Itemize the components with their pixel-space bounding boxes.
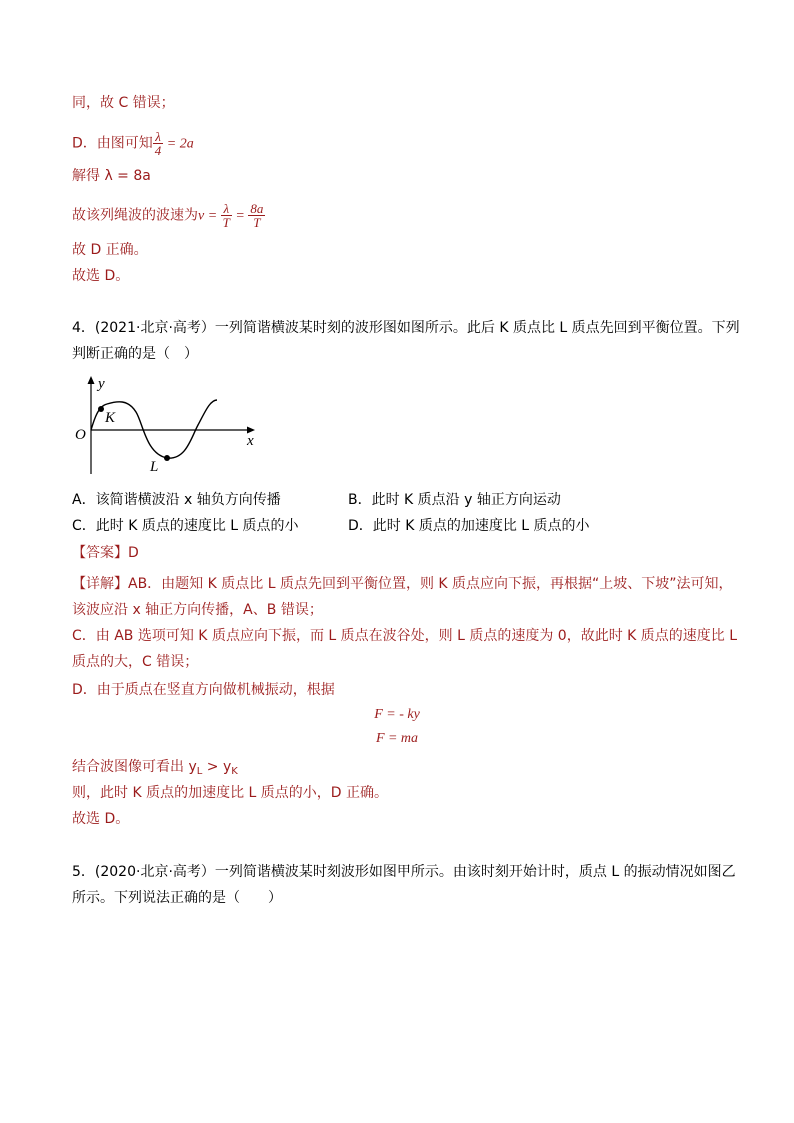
fraction-denominator: T [253,215,261,230]
option-b: B．此时 K 质点沿 y 轴正方向运动 [348,492,561,508]
q4-choose: 故选 D。 [72,811,130,827]
prev-speed-prefix: 故该列绳波的波速为 [72,207,198,224]
detail-line4: 质点的大，C 错误； [72,654,199,670]
prev-choose: 故选 D。 [72,268,130,284]
fraction-denominator: T [222,215,230,230]
prev-d-prefix: D．由图可知 [72,135,153,152]
prev-solve-lambda: 解得 λ = 8a [72,168,151,184]
option-d: D．此时 K 质点的加速度比 L 质点的小 [348,518,590,534]
label-o: O [75,427,86,443]
wave-curve [91,400,217,458]
then-line: 则，此时 K 质点的加速度比 L 质点的小，D 正确。 [72,785,389,801]
detail-line2: 该波应沿 x 轴正方向传播，A、B 错误； [72,602,323,618]
prev-line-c-wrong: 同，故 C 错误； [72,95,175,111]
option-c: C．此时 K 质点的速度比 L 质点的小 [72,518,299,534]
answer: 【答案】D [72,545,139,561]
y-axis-arrow-icon [88,376,95,384]
combine-prefix: 结合波图像可看出 y [72,759,197,775]
equals-sign: = [231,208,249,224]
fraction-denominator: 4 [154,143,162,158]
subscript-l: L [196,766,203,777]
fraction-numerator: λ [221,202,232,216]
q4-stem-line1: 4．(2021·北京·高考）一列简谐横波某时刻的波形图如图所示。此后 K 质点比 L 质点先回到平衡位置。下列 [72,320,740,336]
detail-text: AB．由题知 K 质点比 L 质点先回到平衡位置，则 K 质点应向下振，再根据“上坡、下坡”法可知， [128,576,733,592]
fraction-8a-over-t [248,202,265,229]
prev-wave-speed [72,202,265,229]
equation-f-ky: F = - ky [374,707,420,722]
combine-mid: > y [202,759,232,775]
label-l: L [150,459,159,475]
fraction-numerator: 8a [250,201,264,216]
label-y: y [98,376,105,392]
subscript-k: K [231,766,238,777]
prev-d-relation [72,130,194,157]
fraction-lambda-over-t [221,202,232,229]
detail-label: 【详解】 [72,576,128,592]
detail-line1 [72,574,733,594]
fraction-numerator: λ [153,130,164,144]
option-a: A．该简谐横波沿 x 轴负方向传播 [72,492,281,508]
label-k: K [105,410,116,426]
equation-f-ma: F = ma [375,731,419,746]
wave-figure [72,370,262,480]
label-x: x [247,433,254,449]
equals-sign: = [204,208,221,224]
combine-line [72,757,238,782]
point-k [98,406,104,412]
detail-line5: D．由于质点在竖直方向做机械振动，根据 [72,682,335,698]
point-l [164,455,170,461]
prev-d-correct: 故 D 正确。 [72,242,148,258]
prev-d-equation: = 2a [163,136,194,152]
q4-stem-line2: 判断正确的是（ ） [72,346,198,362]
q5-stem-line1: 5．(2020·北京·高考）一列简谐横波某时刻波形如图甲所示。由该时刻开始计时，质点 L 的振动情况如图乙 [72,864,736,880]
q5-stem-line2: 所示。下列说法正确的是（ ） [72,890,282,906]
fraction-lambda-over-4 [153,130,164,157]
speed-symbol: v [198,208,205,224]
detail-line3: C．由 AB 选项可知 K 质点应向下振，而 L 质点在波谷处，则 L 质点的速度为 0，故此时 K 质点的速度比 L [72,628,738,644]
